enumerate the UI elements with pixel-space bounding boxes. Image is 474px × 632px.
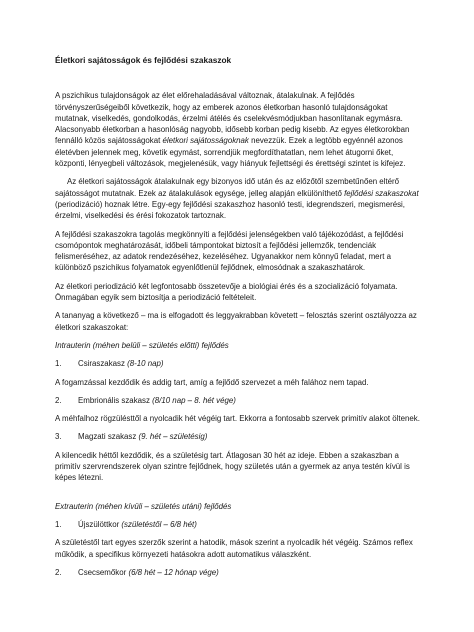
list-label	[78, 358, 164, 369]
item-2-description: A méhfalhoz rögzülésttől a nyolcadik hét végéig tart. Ekkorra a fontosabb szervek primitív alakot öltenek.	[55, 414, 420, 424]
document-title: Életkori sajátosságok és fejlődési szakaszok	[55, 55, 232, 65]
list-number: 1.	[55, 359, 62, 369]
paragraph-1-text: A pszichikus tulajdonságok az élet előrehaladásával változnak, átalakulnak. A fejlődés törvényszerűségeiből következik, hogy az emberek azonos életkorban hasonló tulajdonságokat mutatnak, viselkedés, gondolkodás, érzelmi átélés és cselekvésmódjukban hasonlítanak egymásra. Alacsonyabb életkorban a hasonlóság nagyobb, idősebb korban pedig kisebb. Az egyes életkorokban fennálló közös sajátosságokat	[55, 91, 410, 146]
list-item-ujszulottkor	[55, 519, 420, 530]
list-label	[78, 395, 236, 406]
list-item-magzati	[55, 431, 420, 442]
list-number: 2.	[55, 567, 62, 577]
list-label-text: Csiraszakasz	[78, 359, 128, 369]
paragraph-2-emphasis: fejlődési szakaszokat	[344, 188, 419, 198]
item-1-description: A fogamzással kezdődik és addig tart, amíg a fejlődő szervezet a méh falához nem tapad.	[55, 377, 369, 387]
list-label-text: Magzati szakasz	[78, 432, 139, 442]
paragraph-5: A tananyag a következő – ma is elfogadott és leggyakrabban követett – felosztás szerint osztályozza az életkori szakaszokat:	[55, 311, 417, 332]
list-number: 1.	[55, 519, 62, 529]
list-label-period: (8-10 nap)	[127, 359, 164, 369]
list-label	[78, 431, 207, 442]
paragraph-4: Az életkori periodizáció két legfontosabb összetevője a biológiai érés és a szocializáció folyamata. Önmagában egyik sem biztosítja a periodizáció feltételeit.	[55, 281, 398, 303]
extrauterin-heading: Extrauterin (méhen kívüli – születés utáni) fejlődés	[55, 501, 232, 511]
list-label-period: (6/8 hét – 12 hónap vége)	[128, 567, 219, 577]
paragraph-1-end: nevezzük. Ezek a legtöbb egyénnél azonos életévben jelennek meg, követik egymást, sorrendjük megfordíthatatlan, nem lehet átugorni őket, központi, lényegbeli változások, megjelenésük, vagy hiányuk fejlettségi és érettségi szintet is kifejez.	[55, 136, 406, 169]
list-item-csecsemokor	[55, 567, 420, 578]
paragraph-2-end: (periodizáció) hoznak létre. Egy-egy fejlődési szakaszhoz hasonló testi, idegrendszeri, megismerési, érzelmi, viselkedési és érési fokozatok tartoznak.	[55, 199, 405, 221]
item-4-description: A születéstől tart egyes szerzők szerint a hatodik, mások szerint a nyolcadik hét végéig. Számos reflex működik, a specifikus környezeti hatásokra adott automatikus válaszként.	[55, 538, 413, 559]
paragraph-2	[55, 176, 420, 221]
paragraph-1	[55, 90, 420, 169]
list-label-text: Csecsemőkor	[78, 567, 129, 577]
section-spacer	[55, 491, 420, 501]
item-3-description: A kilencedik héttől kezdődik, és a születésig tart. Átlagosan 30 hét az ideje. Ebben a szakaszban a primitív szervrendszerek olyan szintre fejlődnek, hogy születés után a gyermek az anya testén kívül is képes létezni.	[55, 450, 410, 483]
list-label-text: Embrionális szakasz	[78, 395, 153, 405]
list-label-period: (születéstől – 6/8 hét)	[121, 519, 197, 529]
paragraph-2-text: Az életkori sajátosságok átalakulnak egy bizonyos idő után és az előzőtől szembetűnően eltérő sajátosságot mutatnak. Ezek az átalakulások egysége, jelleg alapján elkülöníthető	[55, 177, 400, 198]
paragraph-1-emphasis: életkori sajátosságoknak	[162, 136, 249, 146]
list-number: 3.	[55, 432, 62, 442]
list-label-period: (9. hét – születésig)	[138, 432, 208, 442]
list-label-period: (8/10 nap – 8. hét vége)	[152, 395, 236, 405]
intrauterin-heading: Intrauterin (méhen belüli – születés előtti) fejlődés	[55, 340, 229, 350]
list-label-text: Újszülöttkor	[78, 519, 122, 529]
list-label	[78, 567, 219, 578]
list-number: 2.	[55, 395, 62, 405]
list-label	[78, 519, 197, 530]
list-item-csiraszakasz	[55, 358, 420, 369]
list-item-embrionalis	[55, 395, 420, 406]
paragraph-3: A fejlődési szakaszokra tagolás megkönnyíti a fejlődési jelenségekben való tájékozódást, a fejlődési csomópontok meghatározását, időbeli támpontokat biztosít a fejlődési jellemzők, tendenciák felismeréséhez, az adatok rendezéséhez, kezeléséhez. Ugyanakkor nem könnyű feladat, mert a különböző pszichikus folyamatok egyenlőtlenül fejlődnek, elmosódnak a szakaszhatárok.	[55, 229, 404, 273]
